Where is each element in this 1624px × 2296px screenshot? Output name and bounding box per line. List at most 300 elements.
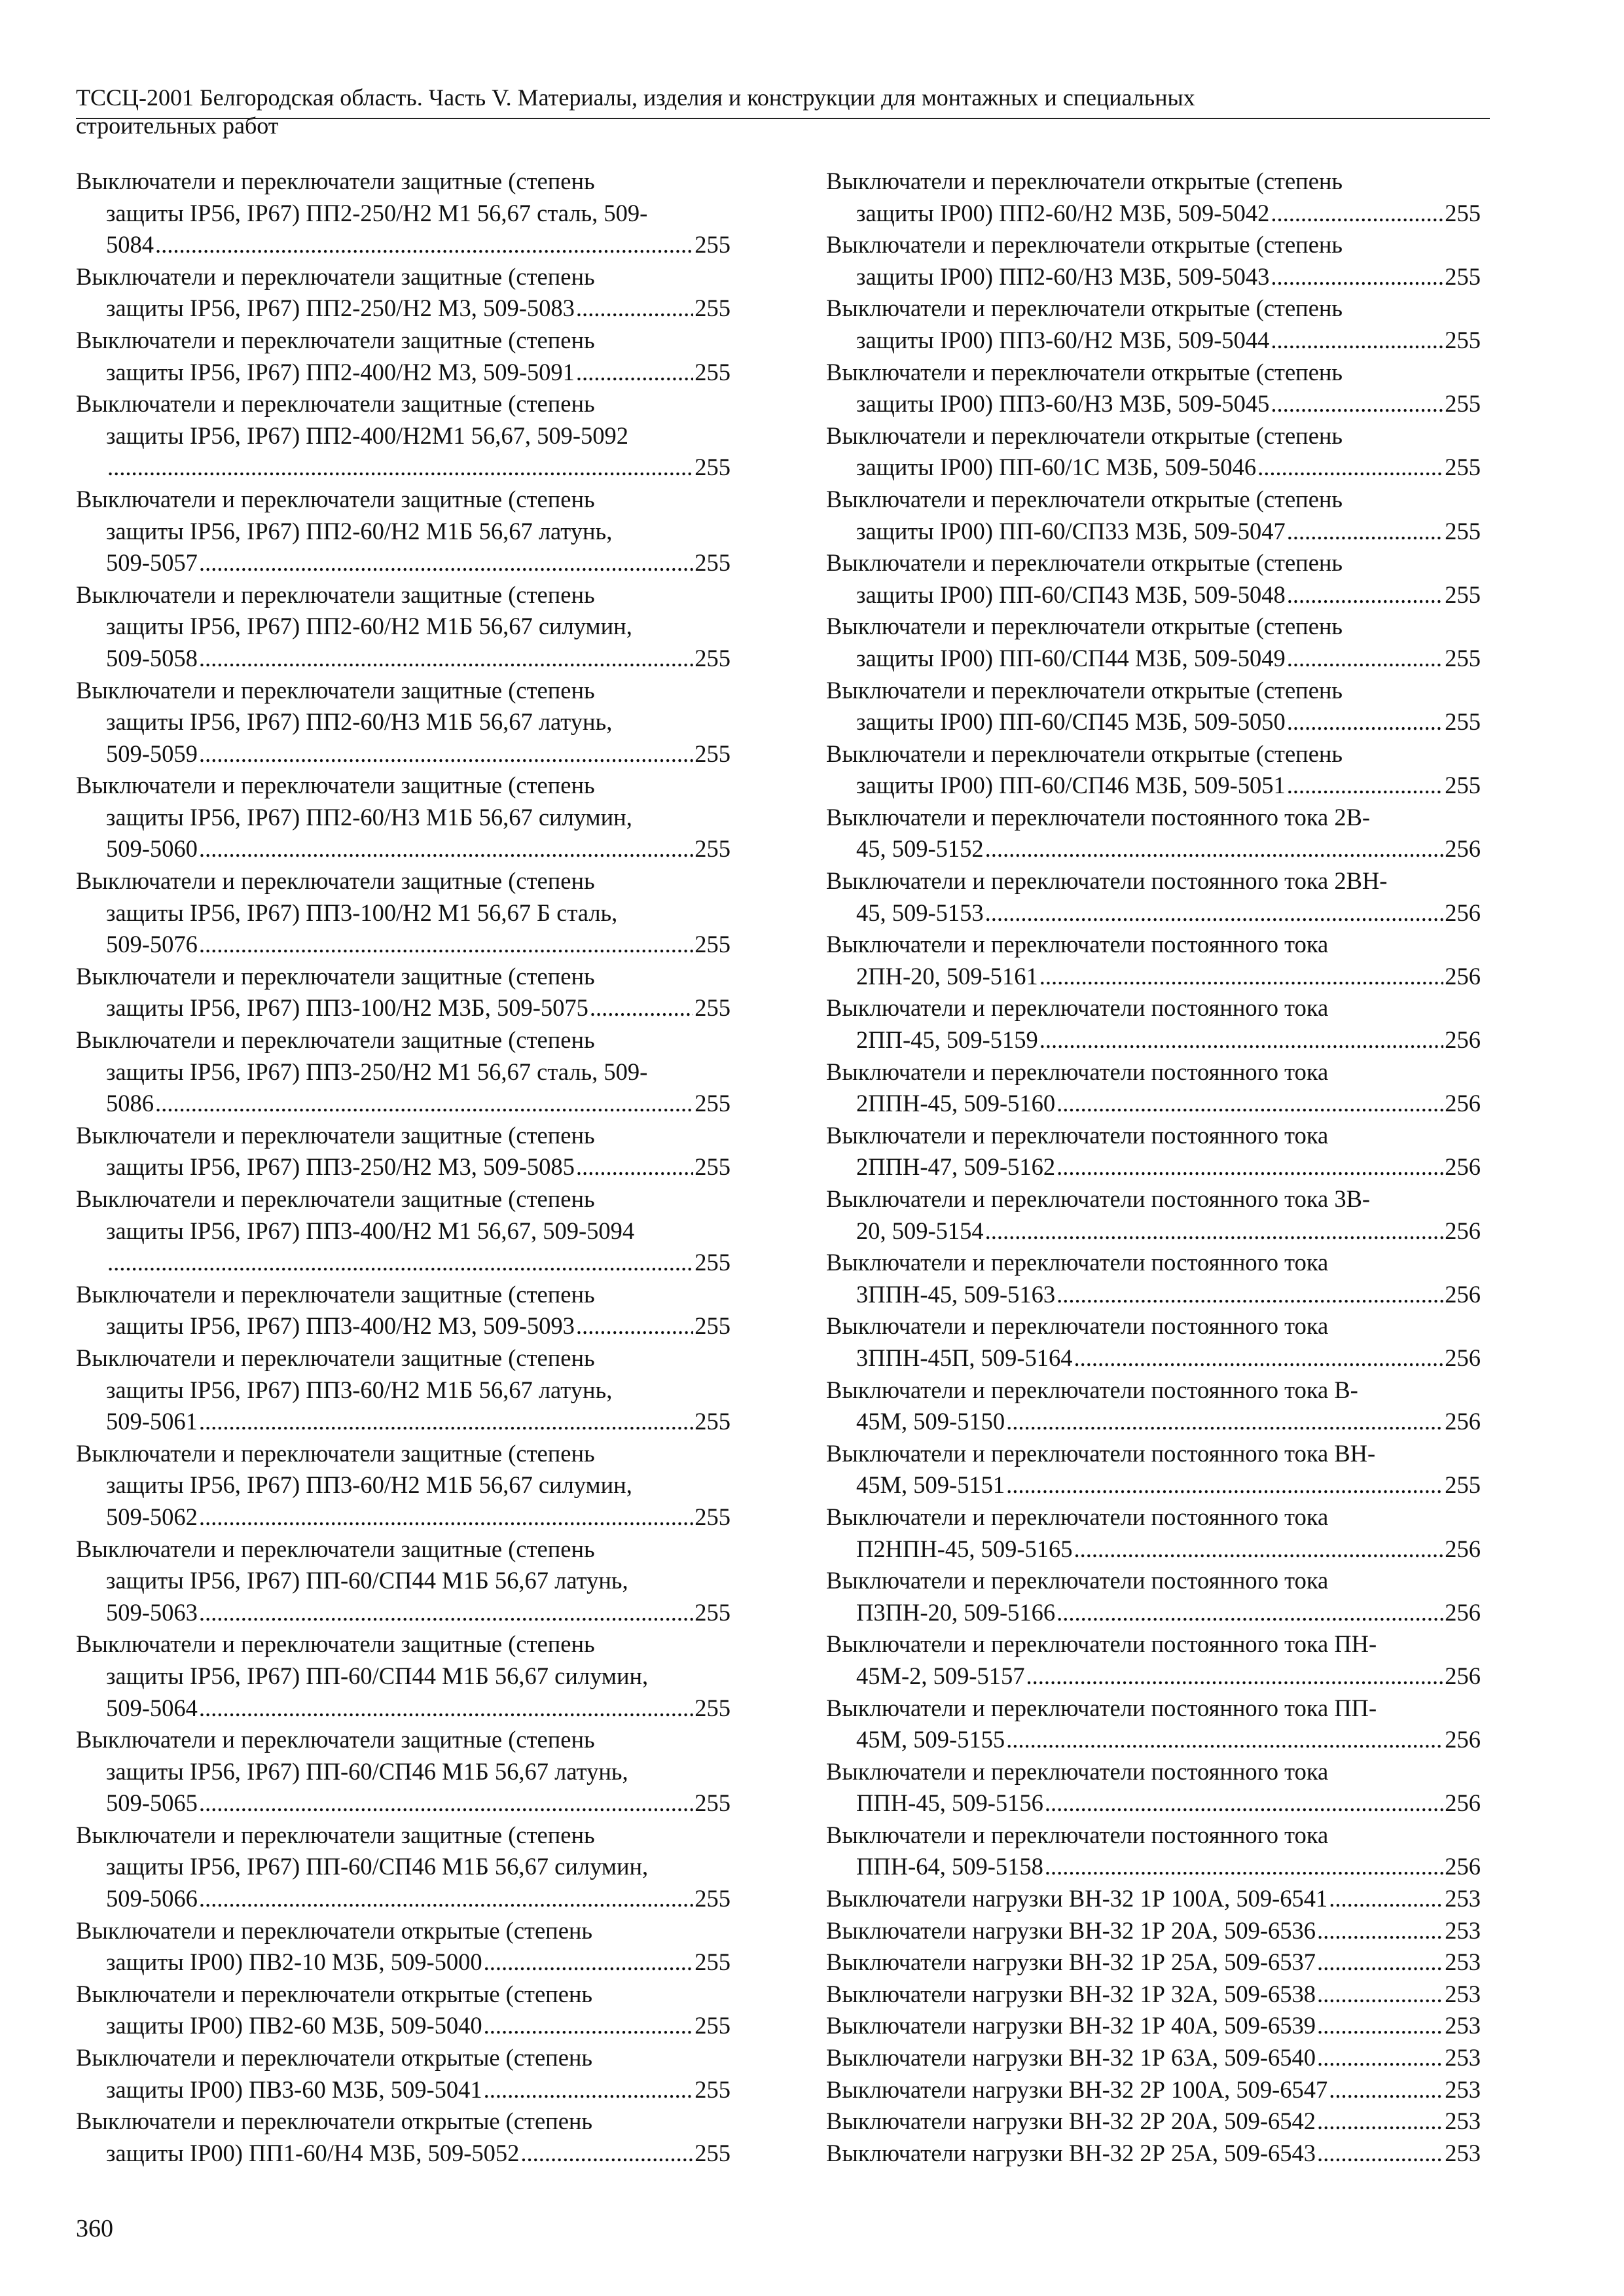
index-entry-leader-line: [76, 1247, 731, 1279]
index-entry-text: 509-5066: [106, 1885, 198, 1912]
index-entry-leader-line: [826, 1979, 1481, 2011]
index-entry-page: 256: [1445, 1789, 1481, 1817]
dot-leader: [199, 1693, 693, 1725]
dot-leader: [576, 1151, 693, 1183]
index-entry: [826, 802, 1481, 865]
index-entry-leader-line: [826, 2042, 1481, 2074]
index-entry-text: Выключатели и переключатели защитные (степень: [76, 1821, 595, 1848]
index-entry-text: защиты IP56, IP67) ПП2-400/Н2 М3, 509-5091: [106, 358, 575, 386]
index-entry-leader-line: [76, 1883, 731, 1915]
index-entry-text: Выключатели и переключатели открытые (степень: [826, 549, 1343, 577]
dot-leader: [199, 643, 693, 675]
index-entry-leader-line: [76, 738, 731, 770]
index-entry-page: 256: [1445, 1217, 1481, 1244]
index-entry: [76, 1915, 731, 1979]
index-entry-text: защиты IP56, IP67) ПП3-100/Н2 М3Б, 509-5075: [106, 994, 588, 1022]
index-entry-text: защиты IP00) ПП-60/СП33 М3Б, 509-5047: [856, 517, 1286, 545]
index-entry: [826, 1628, 1481, 1692]
dot-leader: [590, 992, 693, 1024]
dot-leader: [1287, 516, 1443, 548]
index-entry-text: Выключатели и переключатели защитные (степень: [76, 485, 595, 512]
index-entry-leader-line: [826, 261, 1481, 293]
index-entry-page: 255: [695, 295, 731, 322]
dot-leader: [1317, 1946, 1443, 1979]
index-entry-text: Выключатели и переключатели открытые (степень: [826, 358, 1343, 386]
index-entry-text: 509-5059: [106, 740, 198, 767]
index-entry-text: Выключатели и переключатели защитные (степень: [76, 772, 595, 799]
index-entry-text: Выключатели нагрузки ВН-32 1Р 20А, 509-6536: [826, 1916, 1316, 1944]
index-entry-leader-line: [826, 1151, 1481, 1183]
index-entry: [76, 770, 731, 865]
index-entry-text: Выключатели и переключатели постоянного тока: [826, 1821, 1329, 1848]
index-entry: [826, 1693, 1481, 1756]
index-entry-text: Выключатели и переключатели постоянного тока В-: [826, 1376, 1358, 1403]
index-entry-page: 256: [1445, 1408, 1481, 1435]
index-entry-text: защиты IP56, IP67) ПП-60/СП44 М1Б 56,67 латунь,: [106, 1567, 628, 1594]
index-entry: [826, 2074, 1481, 2106]
index-entry-page: 256: [1445, 1280, 1481, 1308]
index-entry-text: защиты IP56, IP67) ПП2-60/Н3 М1Б 56,67 латунь,: [106, 708, 613, 736]
index-entry-page: 256: [1445, 1153, 1481, 1181]
index-entry-page: 253: [1445, 1885, 1481, 1912]
dot-leader: [199, 1787, 693, 1820]
dot-leader: [1006, 1469, 1443, 1501]
index-entry-text: защиты IP56, IP67) ПП2-400/Н2М1 56,67, 509-5092: [106, 422, 629, 449]
index-entry: [76, 1820, 731, 1915]
dot-leader: [1317, 2010, 1443, 2042]
index-entry-page: 255: [1445, 262, 1481, 290]
index-entry-text: Выключатели и переключатели защитные (степень: [76, 1439, 595, 1467]
index-entry-leader-line: [826, 1469, 1481, 1501]
index-entry-leader-line: [826, 961, 1481, 993]
index-entry-page: 256: [1445, 1026, 1481, 1054]
index-entry-text: 3ППН-45П, 509-5164: [856, 1344, 1073, 1371]
index-entry: [826, 484, 1481, 547]
index-entry-leader-line: [76, 1693, 731, 1725]
index-entry: [76, 1279, 731, 1342]
dot-leader: [199, 1597, 693, 1629]
index-entry-leader-line: [76, 1088, 731, 1120]
index-entry-page: 255: [695, 994, 731, 1022]
dot-leader: [1287, 706, 1443, 738]
index-entry: [826, 929, 1481, 992]
index-entry-leader-line: [826, 1660, 1481, 1693]
dot-leader: [1045, 1851, 1443, 1883]
index-entry: [826, 166, 1481, 229]
index-entry-text: 509-5062: [106, 1503, 198, 1530]
dot-leader: [1074, 1342, 1444, 1374]
index-entry: [826, 611, 1481, 674]
index-entry-leader-line: [826, 1724, 1481, 1756]
index-entry-text: 509-5057: [106, 549, 198, 577]
index-entry-text: защиты IP56, IP67) ПП3-250/Н2 М1 56,67 сталь, 509-: [106, 1058, 648, 1085]
index-entry-page: 255: [695, 1503, 731, 1530]
index-entry-leader-line: [826, 452, 1481, 484]
dot-leader: [1271, 388, 1443, 420]
dot-leader: [199, 833, 693, 865]
index-entry-text: Выключатели нагрузки ВН-32 2Р 20А, 509-6542: [826, 2108, 1316, 2135]
index-entry-text: Выключатели и переключатели открытые (степень: [826, 613, 1343, 640]
index-entry-text: Выключатели и переключатели постоянного тока 3В-: [826, 1185, 1371, 1212]
index-entry-text: 45, 509-5152: [856, 835, 984, 863]
dot-leader: [1074, 1534, 1444, 1566]
index-entry: [76, 388, 731, 484]
index-entry: [76, 261, 731, 325]
dot-leader: [1056, 1088, 1443, 1120]
dot-leader: [199, 1883, 693, 1915]
index-entry: [826, 1183, 1481, 1247]
index-entry-text: Выключатели нагрузки ВН-32 2Р 25А, 509-6543: [826, 2139, 1316, 2166]
index-entry-text: защиты IP00) ПП-60/СП43 М3Б, 509-5048: [856, 581, 1286, 608]
index-entry-text: Выключатели и переключатели открытые (степень: [826, 168, 1343, 194]
dot-leader: [576, 357, 693, 389]
index-entry-text: защиты IP56, IP67) ПП3-60/Н2 М1Б 56,67 силумин,: [106, 1471, 632, 1499]
index-entry-text: 20, 509-5154: [856, 1217, 984, 1244]
index-entry: [826, 357, 1481, 420]
index-entry-text: защиты IP00) ПВ2-10 М3Б, 509-5000: [106, 1948, 482, 1976]
index-entry-text: защиты IP56, IP67) ПП3-400/Н2 М1 56,67, 509-5094: [106, 1217, 635, 1244]
index-entry-page: 255: [695, 644, 731, 672]
index-entry-text: защиты IP56, IP67) ПП3-60/Н2 М1Б 56,67 латунь,: [106, 1376, 613, 1403]
index-entry-text: защиты IP56, IP67) ПП-60/СП46 М1Б 56,67 латунь,: [106, 1757, 628, 1785]
index-entry-page: 255: [1445, 454, 1481, 481]
index-entry: [76, 675, 731, 770]
index-entry-text: Выключатели и переключатели защитные (степень: [76, 867, 595, 895]
index-entry-leader-line: [76, 1310, 731, 1342]
dot-leader: [1287, 643, 1443, 675]
index-entry-page: 255: [1445, 581, 1481, 608]
index-entry-text: 5086: [106, 1090, 154, 1117]
index-entry-page: 255: [695, 1090, 731, 1117]
dot-leader: [985, 833, 1444, 865]
index-entry-leader-line: [826, 833, 1481, 865]
index-entry-text: 2ПП-45, 509-5159: [856, 1026, 1038, 1054]
index-entry-text: Выключатели нагрузки ВН-32 1Р 32А, 509-6538: [826, 1980, 1316, 2007]
index-entry-leader-line: [76, 2074, 731, 2106]
index-entry-text: Выключатели и переключатели защитные (степень: [76, 390, 595, 418]
dot-leader: [199, 1406, 693, 1438]
index-entry-leader-line: [76, 1151, 731, 1183]
index-entry: [826, 1374, 1481, 1438]
index-entry: [826, 1820, 1481, 1883]
dot-leader: [484, 2010, 694, 2042]
index-entry-page: 255: [1445, 644, 1481, 672]
index-entry-text: Выключатели и переключатели открытые (степень: [826, 295, 1343, 322]
index-entry: [76, 1120, 731, 1183]
index-entry-text: Выключатели и переключатели защитные (степень: [76, 676, 595, 704]
index-entry: [76, 484, 731, 579]
index-entry-text: 45, 509-5153: [856, 899, 984, 926]
index-entry-page: 255: [695, 358, 731, 386]
index-entry-text: Выключатели и переключатели защитные (степень: [76, 581, 595, 608]
dot-leader: [576, 293, 693, 325]
index-entry: [76, 961, 731, 1024]
dot-leader: [199, 738, 693, 770]
dot-leader: [1317, 2106, 1443, 2138]
index-entry-text: Выключатели и переключатели постоянного тока 2В-: [826, 803, 1371, 831]
index-entry-text: ППН-64, 509-5158: [856, 1853, 1043, 1880]
index-entry-page: 256: [1445, 1853, 1481, 1880]
index-entry-leader-line: [826, 1342, 1481, 1374]
index-entry-text: защиты IP00) ПП-60/СП45 М3Б, 509-5050: [856, 708, 1286, 736]
index-entry-leader-line: [826, 1597, 1481, 1629]
index-entry-text: 2ППН-47, 509-5162: [856, 1153, 1056, 1181]
index-entry-page: 256: [1445, 1598, 1481, 1626]
index-entry-text: Выключатели и переключатели защитные (степень: [76, 168, 595, 194]
index-entry-page: 255: [695, 1789, 731, 1817]
header-title-continuation: строительных работ: [76, 113, 279, 139]
dot-leader: [107, 1247, 693, 1279]
index-entry: [826, 2138, 1481, 2170]
index-entry-text: защиты IP00) ПП-60/СП44 М3Б, 509-5049: [856, 644, 1286, 672]
index-entry-text: Выключатели и переключатели открытые (степень: [826, 740, 1343, 767]
index-entry-page: 253: [1445, 2075, 1481, 2103]
index-entry-text: 509-5060: [106, 835, 198, 863]
index-entry-text: 2ПН-20, 509-5161: [856, 962, 1038, 990]
index-entry: [826, 547, 1481, 611]
index-entry-text: Выключатели и переключатели открытые (степень: [76, 1916, 593, 1944]
index-entry-text: Выключатели и переключатели постоянного тока ПП-: [826, 1694, 1377, 1721]
index-entry-text: П3ПН-20, 509-5166: [856, 1598, 1056, 1626]
index-entry-leader-line: [826, 516, 1481, 548]
index-entry-text: Выключатели и переключатели постоянного тока 2ВН-: [826, 867, 1388, 895]
index-entry: [826, 293, 1481, 356]
index-entry-text: Выключатели и переключатели защитные (степень: [76, 326, 595, 353]
dot-leader: [1271, 198, 1443, 230]
index-entry: [826, 1247, 1481, 1310]
index-entry-leader-line: [76, 643, 731, 675]
dot-leader: [1287, 770, 1443, 802]
dot-leader: [484, 1946, 694, 1979]
index-entry-text: защиты IP56, IP67) ПП-60/СП46 М1Б 56,67 силумин,: [106, 1853, 649, 1880]
index-entry-text: защиты IP56, IP67) ПП2-250/Н2 М3, 509-5083: [106, 295, 575, 322]
index-entry-page: 255: [1445, 772, 1481, 799]
dot-leader: [1026, 1660, 1444, 1693]
index-entry-leader-line: [826, 2138, 1481, 2170]
index-entry: [76, 1438, 731, 1534]
dot-leader: [484, 2074, 694, 2106]
index-entry-leader-line: [76, 2010, 731, 2042]
index-entry-text: 509-5065: [106, 1789, 198, 1817]
index-entry-text: защиты IP00) ПП2-60/Н3 М3Б, 509-5043: [856, 262, 1270, 290]
index-entry-text: 3ППН-45, 509-5163: [856, 1280, 1056, 1308]
index-entry-page: 255: [695, 1249, 731, 1276]
index-entry-text: Выключатели и переключатели открытые (степень: [826, 422, 1343, 449]
index-entry-text: 509-5064: [106, 1694, 198, 1721]
index-entry-page: 255: [1445, 708, 1481, 736]
index-entry-text: защиты IP00) ПВ2-60 М3Б, 509-5040: [106, 2012, 482, 2039]
index-entry: [76, 1628, 731, 1724]
index-entry-page: 255: [1445, 1471, 1481, 1499]
index-entry-leader-line: [826, 897, 1481, 929]
index-entry-text: Выключатели и переключатели открытые (степень: [826, 231, 1343, 259]
index-entry-text: 509-5061: [106, 1408, 198, 1435]
index-entry: [76, 1342, 731, 1438]
dot-leader: [1317, 2042, 1443, 2074]
index-entry: [826, 865, 1481, 929]
index-entry-text: защиты IP00) ПВ3-60 М3Б, 509-5041: [106, 2075, 482, 2103]
index-entry-text: защиты IP00) ПП-60/СП46 М3Б, 509-5051: [856, 772, 1286, 799]
index-entry: [76, 1534, 731, 1629]
index-entry-text: Выключатели и переключатели открытые (степень: [76, 2108, 593, 2135]
index-entry-text: защиты IP00) ПП-60/1С М3Б, 509-5046: [856, 454, 1257, 481]
index-entry: [826, 738, 1481, 802]
index-entry-text: Выключатели и переключатели постоянного тока: [826, 1312, 1329, 1340]
index-entry-leader-line: [76, 547, 731, 579]
index-entry-leader-line: [826, 643, 1481, 675]
dot-leader: [985, 897, 1444, 929]
index-entry-text: Выключатели и переключатели защитные (степень: [76, 1185, 595, 1212]
index-entry: [826, 1120, 1481, 1183]
index-entry: [76, 1979, 731, 2042]
index-entry-page: 255: [695, 740, 731, 767]
index-entry-text: Выключатели и переключатели защитные (степень: [76, 962, 595, 990]
index-entry-leader-line: [826, 325, 1481, 357]
index-entry-text: защиты IP56, IP67) ПП-60/СП44 М1Б 56,67 силумин,: [106, 1662, 649, 1689]
dot-leader: [1317, 1979, 1443, 2011]
index-entry-text: Выключатели и переключатели защитные (степень: [76, 1121, 595, 1149]
dot-leader: [155, 1088, 693, 1120]
index-entry-text: Выключатели и переключатели постоянного тока: [826, 994, 1329, 1022]
index-entry-leader-line: [76, 1787, 731, 1820]
index-entry-leader-line: [826, 1406, 1481, 1438]
index-entry-text: защиты IP56, IP67) ПП3-100/Н2 М1 56,67 Б сталь,: [106, 899, 618, 926]
index-entry-text: Выключатели и переключатели постоянного тока: [826, 1503, 1329, 1530]
page-number: 360: [76, 2215, 113, 2242]
dot-leader: [1271, 261, 1443, 293]
index-entry-page: 255: [695, 1694, 731, 1721]
index-entry-page: 253: [1445, 1980, 1481, 2007]
index-entry: [826, 420, 1481, 484]
dot-leader: [107, 452, 693, 484]
dot-leader: [1056, 1151, 1443, 1183]
index-entry-text: защиты IP00) ПП1-60/Н4 М3Б, 509-5052: [106, 2139, 520, 2166]
index-entry: [76, 2106, 731, 2169]
index-entry-page: 255: [695, 2139, 731, 2166]
index-entry-text: 45М, 509-5150: [856, 1408, 1005, 1435]
index-entry: [76, 579, 731, 675]
index-entry: [826, 675, 1481, 738]
index-entry-page: 255: [695, 2012, 731, 2039]
index-entry-page: 255: [695, 549, 731, 577]
index-entry: [826, 1438, 1481, 1501]
index-entry-leader-line: [76, 293, 731, 325]
index-entry-text: защиты IP56, IP67) ПП2-60/Н2 М1Б 56,67 латунь,: [106, 517, 613, 545]
dot-leader: [199, 547, 693, 579]
index-entry-text: Выключатели и переключатели защитные (степень: [76, 1630, 595, 1658]
dot-leader: [1317, 1915, 1443, 1947]
index-entry-text: Выключатели и переключатели открытые (степень: [76, 1980, 593, 2007]
index-entry-page: 255: [695, 454, 731, 481]
dot-leader: [1317, 2138, 1443, 2170]
index-entry: [76, 1024, 731, 1120]
index-entry: [826, 1756, 1481, 1820]
index-entry-leader-line: [826, 1883, 1481, 1915]
dot-leader: [520, 2138, 693, 2170]
index-entry-text: защиты IP56, IP67) ПП2-250/Н2 М1 56,67 сталь, 509-: [106, 199, 648, 226]
index-entry-text: защиты IP56, IP67) ПП2-60/Н3 М1Б 56,67 силумин,: [106, 803, 632, 831]
index-entry-page: 255: [695, 931, 731, 958]
dot-leader: [1056, 1597, 1443, 1629]
index-column-left: [76, 166, 731, 2169]
index-entry-page: 256: [1445, 962, 1481, 990]
index-entry-text: 509-5076: [106, 931, 198, 958]
index-entry-page: 255: [695, 835, 731, 863]
index-entry-page: 255: [1445, 517, 1481, 545]
index-entry-leader-line: [76, 1501, 731, 1534]
index-entry-page: 255: [695, 1948, 731, 1976]
index-entry: [76, 325, 731, 388]
index-entry-text: Выключатели нагрузки ВН-32 2Р 100А, 509-6547: [826, 2075, 1328, 2103]
index-entry-text: защиты IP00) ПП2-60/Н2 М3Б, 509-5042: [856, 199, 1270, 226]
index-entry-text: Выключатели и переключатели постоянного тока: [826, 1121, 1329, 1149]
index-entry-text: защиты IP00) ПП3-60/Н3 М3Б, 509-5045: [856, 390, 1270, 418]
index-entry-leader-line: [826, 1946, 1481, 1979]
dot-leader: [1329, 2074, 1443, 2106]
dot-leader: [1329, 1883, 1443, 1915]
index-entry-page: 256: [1445, 1726, 1481, 1753]
index-entry-text: Выключатели и переключатели постоянного тока: [826, 1058, 1329, 1085]
dot-leader: [1045, 1787, 1443, 1820]
index-entry-text: Выключатели и переключатели защитные (степень: [76, 1726, 595, 1753]
index-entry-text: ППН-45, 509-5156: [856, 1789, 1043, 1817]
index-entry-text: Выключатели нагрузки ВН-32 1Р 25А, 509-6537: [826, 1948, 1316, 1976]
index-entry: [826, 1946, 1481, 1979]
index-entry-leader-line: [76, 357, 731, 389]
index-entry-text: 2ППН-45, 509-5160: [856, 1090, 1056, 1117]
index-entry-text: защиты IP00) ПП3-60/Н2 М3Б, 509-5044: [856, 326, 1270, 353]
index-entry-leader-line: [76, 929, 731, 961]
index-entry-text: защиты IP56, IP67) ПП2-60/Н2 М1Б 56,67 силумин,: [106, 613, 632, 640]
index-entry-text: Выключатели и переключатели открытые (степень: [826, 676, 1343, 704]
index-entry: [826, 2042, 1481, 2074]
index-entry: [76, 1724, 731, 1820]
index-entry: [826, 1310, 1481, 1374]
index-entry-text: 509-5058: [106, 644, 198, 672]
index-entry-page: 255: [695, 2075, 731, 2103]
index-entry-text: защиты IP56, IP67) ПП3-400/Н2 М3, 509-5093: [106, 1312, 575, 1340]
index-entry: [826, 2010, 1481, 2042]
index-entry-page: 255: [695, 1312, 731, 1340]
index-entry-page: 256: [1445, 1662, 1481, 1689]
index-entry: [76, 2042, 731, 2106]
dot-leader: [1287, 579, 1443, 611]
index-entry-page: 255: [1445, 326, 1481, 353]
index-entry-leader-line: [826, 198, 1481, 230]
index-entry: [826, 992, 1481, 1056]
index-entry-leader-line: [76, 452, 731, 484]
index-entry-page: 253: [1445, 2044, 1481, 2072]
index-entry-leader-line: [76, 229, 731, 261]
index-entry-leader-line: [826, 2106, 1481, 2138]
index-entry-text: Выключатели и переключатели открытые (степень: [826, 485, 1343, 512]
index-entry: [826, 2106, 1481, 2138]
index-entry: [826, 1056, 1481, 1120]
index-entry-text: Выключатели и переключатели постоянного тока: [826, 1249, 1329, 1276]
index-entry-page: 256: [1445, 1344, 1481, 1371]
index-entry: [826, 1915, 1481, 1947]
index-entry-text: Выключатели и переключатели постоянного тока: [826, 1567, 1329, 1594]
index-column-right: [826, 166, 1481, 2169]
index-entry-page: 253: [1445, 2012, 1481, 2039]
dot-leader: [1039, 961, 1443, 993]
index-entry-leader-line: [76, 1946, 731, 1979]
index-entry: [826, 229, 1481, 293]
index-entry-leader-line: [826, 706, 1481, 738]
index-entry-leader-line: [826, 1088, 1481, 1120]
index-entry-leader-line: [826, 579, 1481, 611]
dot-leader: [199, 929, 693, 961]
